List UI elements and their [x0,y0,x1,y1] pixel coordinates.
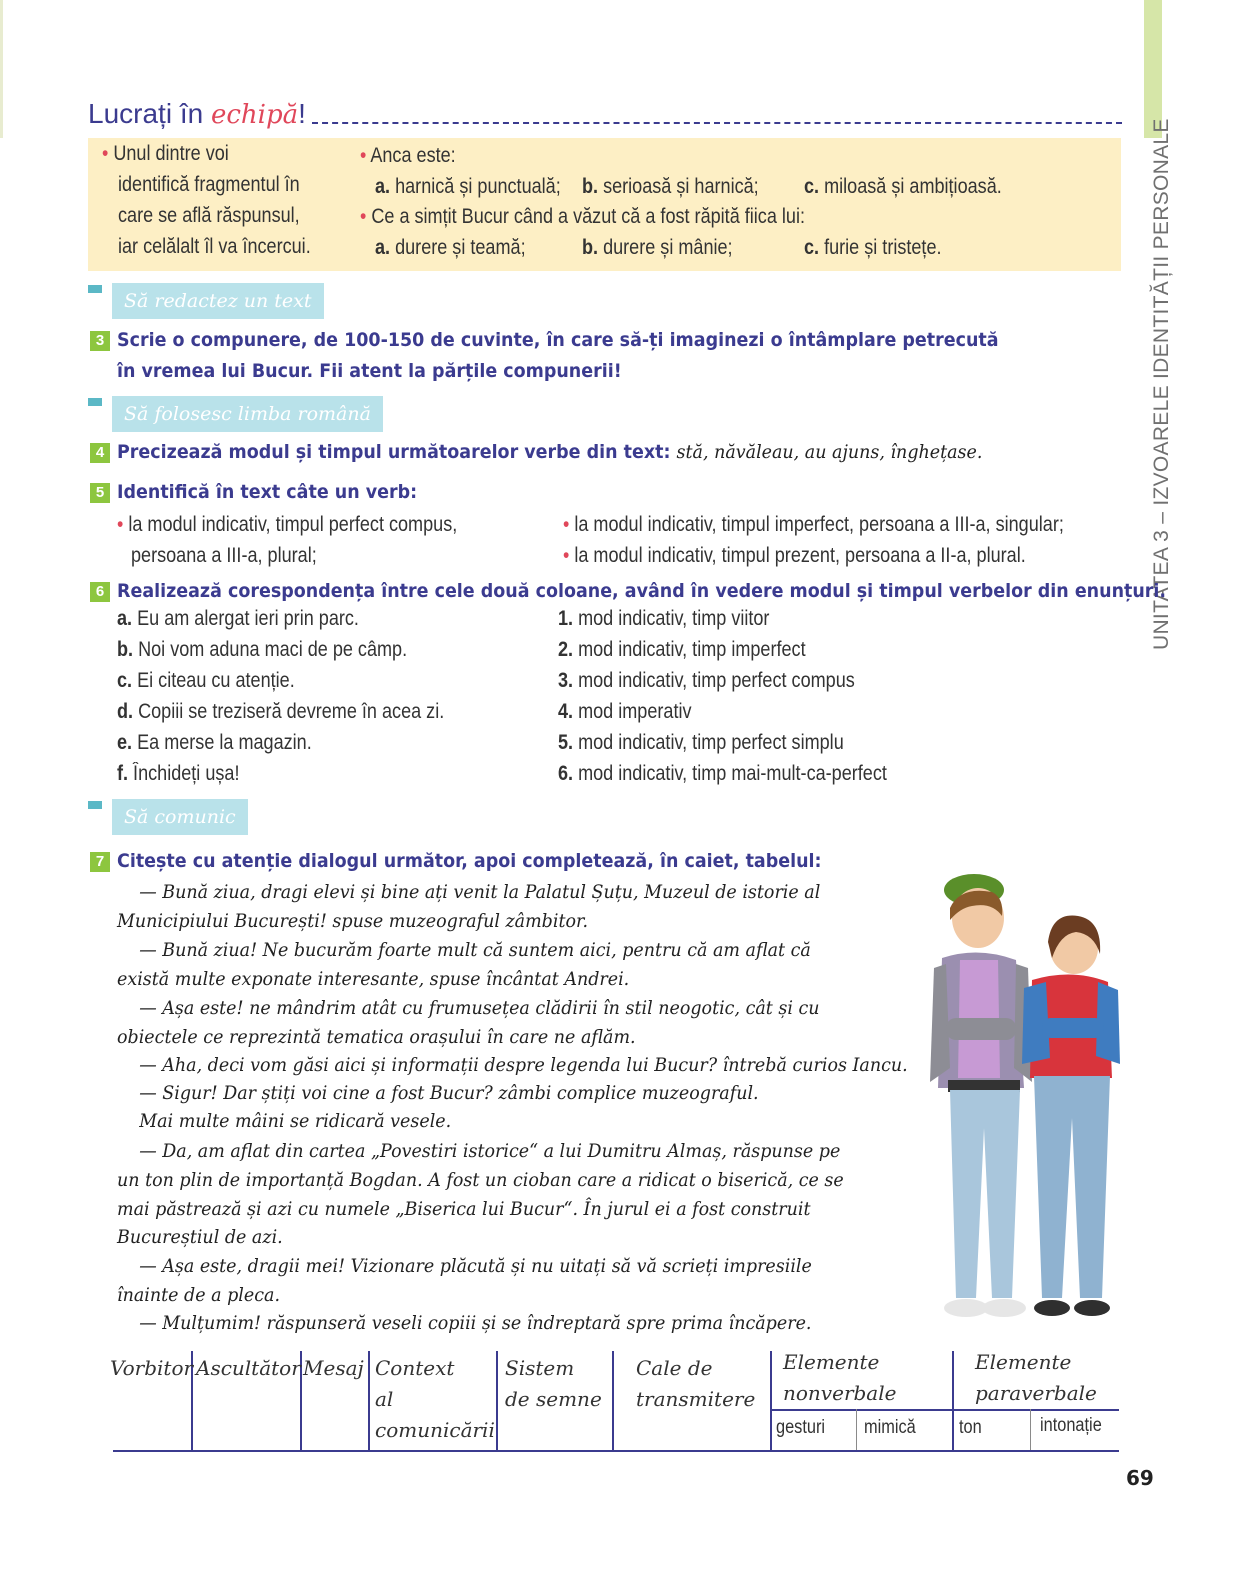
task-5-left-1: • la modul indicativ, timpul perfect compus, [117,513,458,536]
team-left-line-1: • Unul dintre voi [102,142,229,165]
task-6-right-item: 1. mod indicativ, timp viitor [558,607,770,630]
task-5-text: Identifică în text câte un verb: [117,481,418,503]
section-write-heading: Să redactez un text [112,283,324,319]
section-tab-marker [88,285,102,293]
task-6-left-item: c. Ei citeau cu atenție. [117,669,295,692]
task-6-left-item: b. Noi vom aduna maci de pe câmp. [117,638,408,661]
col-speaker: Vorbitor [110,1356,194,1380]
task-6-left-item: e. Ea merse la magazin. [117,731,312,754]
dialog-line: înainte de a pleca. [117,1284,281,1306]
dialog-line: Municipiului București! spuse muzeograful zâmbitor. [117,910,589,932]
question-2: • Ce a simțit Bucur când a văzut că a fost răpită fiica lui: [360,205,805,228]
q1-option-c: c. miloasă și ambițioasă. [804,175,1002,198]
table-subheader-rule [770,1409,1119,1411]
team-title-italic: echipă [210,100,299,130]
section-tab-marker [88,398,102,406]
team-left-line-3: care se află răspunsul, [118,204,300,227]
sub-tone: ton [959,1417,982,1438]
dialog-line: Bucureștiul de azi. [117,1226,283,1248]
col-listener: Ascultător [196,1356,301,1380]
dialog-line: — Așa este, dragii mei! Vizionare plăcută și nu uitați să vă scrieți impresiile [117,1255,812,1277]
task-6-right-item: 5. mod indicativ, timp perfect simplu [558,731,844,754]
team-left-line-4: iar celălalt îl va încercui. [118,235,311,258]
col-sign-system: Sistem de semne [505,1356,602,1411]
task-5-number: 5 [90,483,110,503]
dialog-line: — Așa este! ne mândrim atât cu frumusețea clădirii în stil neogotic, cât și cu [117,997,820,1019]
section-language-heading: Să folosesc limba română [112,396,383,432]
dashed-divider [312,122,1122,124]
question-1: • Anca este: [360,144,456,167]
page-edge-mark [0,0,3,138]
section-communicate-heading: Să comunic [112,799,248,835]
task-3-number: 3 [90,331,110,351]
team-title-text: Lucrați în [88,98,211,129]
task-6-left-item: f. Închideți ușa! [117,762,240,785]
sub-mimic: mimică [864,1417,916,1438]
section-tab-marker [88,801,102,809]
q2-option-b: b. durere și mânie; [582,236,733,259]
team-instructions-box [88,138,1121,271]
task-6-left-item: a. Eu am alergat ieri prin parc. [117,607,359,630]
team-title-end: ! [298,98,306,129]
q1-option-b: b. serioasă și harnică; [582,175,759,198]
table-sub-divider [856,1409,857,1450]
task-4-number: 4 [90,443,110,463]
col-context: Context al comunicării [375,1356,495,1442]
dialog-line: — Da, am aflat din cartea „Povestiri istorice“ a lui Dumitru Almaș, răspunse pe [117,1140,841,1162]
sub-gestures: gesturi [776,1417,826,1438]
dialog-line: un ton plin de importanță Bogdan. A fost un cioban care a ridicat o biserică, ce se [117,1169,844,1191]
team-left-line-2: identifică fragmentul în [118,173,300,196]
unit-side-label: UNITATEA 3 – IZVOARELE IDENTITĂȚII PERSONALE [1150,118,1173,650]
task-6-right-item: 3. mod indicativ, timp perfect compus [558,669,855,692]
q2-option-a: a. durere și teamă; [375,236,526,259]
col-channel: Cale de transmitere [636,1356,756,1411]
task-3-line-2: în vremea lui Bucur. Fii atent la părțile compunerii! [117,360,622,382]
col-message: Mesaj [303,1356,364,1380]
dialog-line: Mai multe mâini se ridicară vesele. [117,1110,452,1132]
table-divider [368,1351,370,1450]
task-5-right-1: • la modul indicativ, timpul imperfect, persoana a III-a, singular; [563,513,1064,536]
table-divider [496,1351,498,1450]
task-6-left-item: d. Copiii se treziseră devreme în acea zi. [117,700,445,723]
dialog-line: mai păstrează și azi cu numele „Biserica lui Bucur“. În jurul ei a fost construit [117,1198,811,1220]
team-work-title [88,98,306,130]
dialog-line: există multe exponate interesante, spuse încântat Andrei. [117,968,630,990]
q1-option-a: a. harnică și punctuală; [375,175,561,198]
task-3-line-1: Scrie o compunere, de 100-150 de cuvinte, în care să-ți imaginezi o întâmplare petrecută [117,329,999,351]
task-4-text: Precizează modul și timpul următoarelor verbe din text: stă, năvăleau, au ajuns, înghețase. [117,441,983,463]
table-bottom-rule [113,1450,1119,1452]
task-6-text: Realizează corespondența între cele două coloane, având în vedere modul și timpul verbelor din enunțuri. [117,580,1167,602]
dialog-line: — Mulțumim! răspunseră veseli copiii și se îndreptară spre prima încăpere. [117,1312,812,1334]
page-number: 69 [1126,1466,1154,1490]
table-divider [770,1351,772,1450]
task-7-number: 7 [90,852,110,872]
task-6-right-item: 4. mod imperativ [558,700,692,723]
table-divider [612,1351,614,1450]
dialog-line: — Sigur! Dar știți voi cine a fost Bucur? zâmbi complice muzeograful. [117,1082,759,1104]
dialog-line: obiectele ce reprezintă tematica orașului în care ne aflăm. [117,1026,636,1048]
task-7-text: Citește cu atenție dialogul următor, apoi completează, în caiet, tabelul: [117,850,822,872]
sub-intonation: intonație [1040,1415,1102,1436]
q2-option-c: c. furie și tristețe. [804,236,942,259]
task-5-right-2: • la modul indicativ, timpul prezent, persoana a II-a, plural. [563,544,1026,567]
dialog-line: — Bună ziua! Ne bucurăm foarte mult că suntem aici, pentru că am aflat că [117,939,811,961]
task-6-right-item: 2. mod indicativ, timp imperfect [558,638,806,661]
students-photo [912,868,1124,1338]
table-divider [952,1351,954,1450]
table-sub-divider [1030,1409,1031,1450]
col-paraverbal: Elemente paraverbale [975,1350,1097,1405]
dialog-line: — Bună ziua, dragi elevi și bine ați venit la Palatul Șuțu, Muzeul de istorie al [117,881,821,903]
task-5-left-2: persoana a III-a, plural; [131,544,317,567]
dialog-line: — Aha, deci vom găsi aici și informații despre legenda lui Bucur? întrebă curios Iancu. [117,1054,908,1076]
task-4-verbs: stă, năvăleau, au ajuns, înghețase. [676,441,983,463]
col-nonverbal: Elemente nonverbale [783,1350,897,1405]
task-6-number: 6 [90,582,110,602]
task-6-right-item: 6. mod indicativ, timp mai-mult-ca-perfect [558,762,887,785]
